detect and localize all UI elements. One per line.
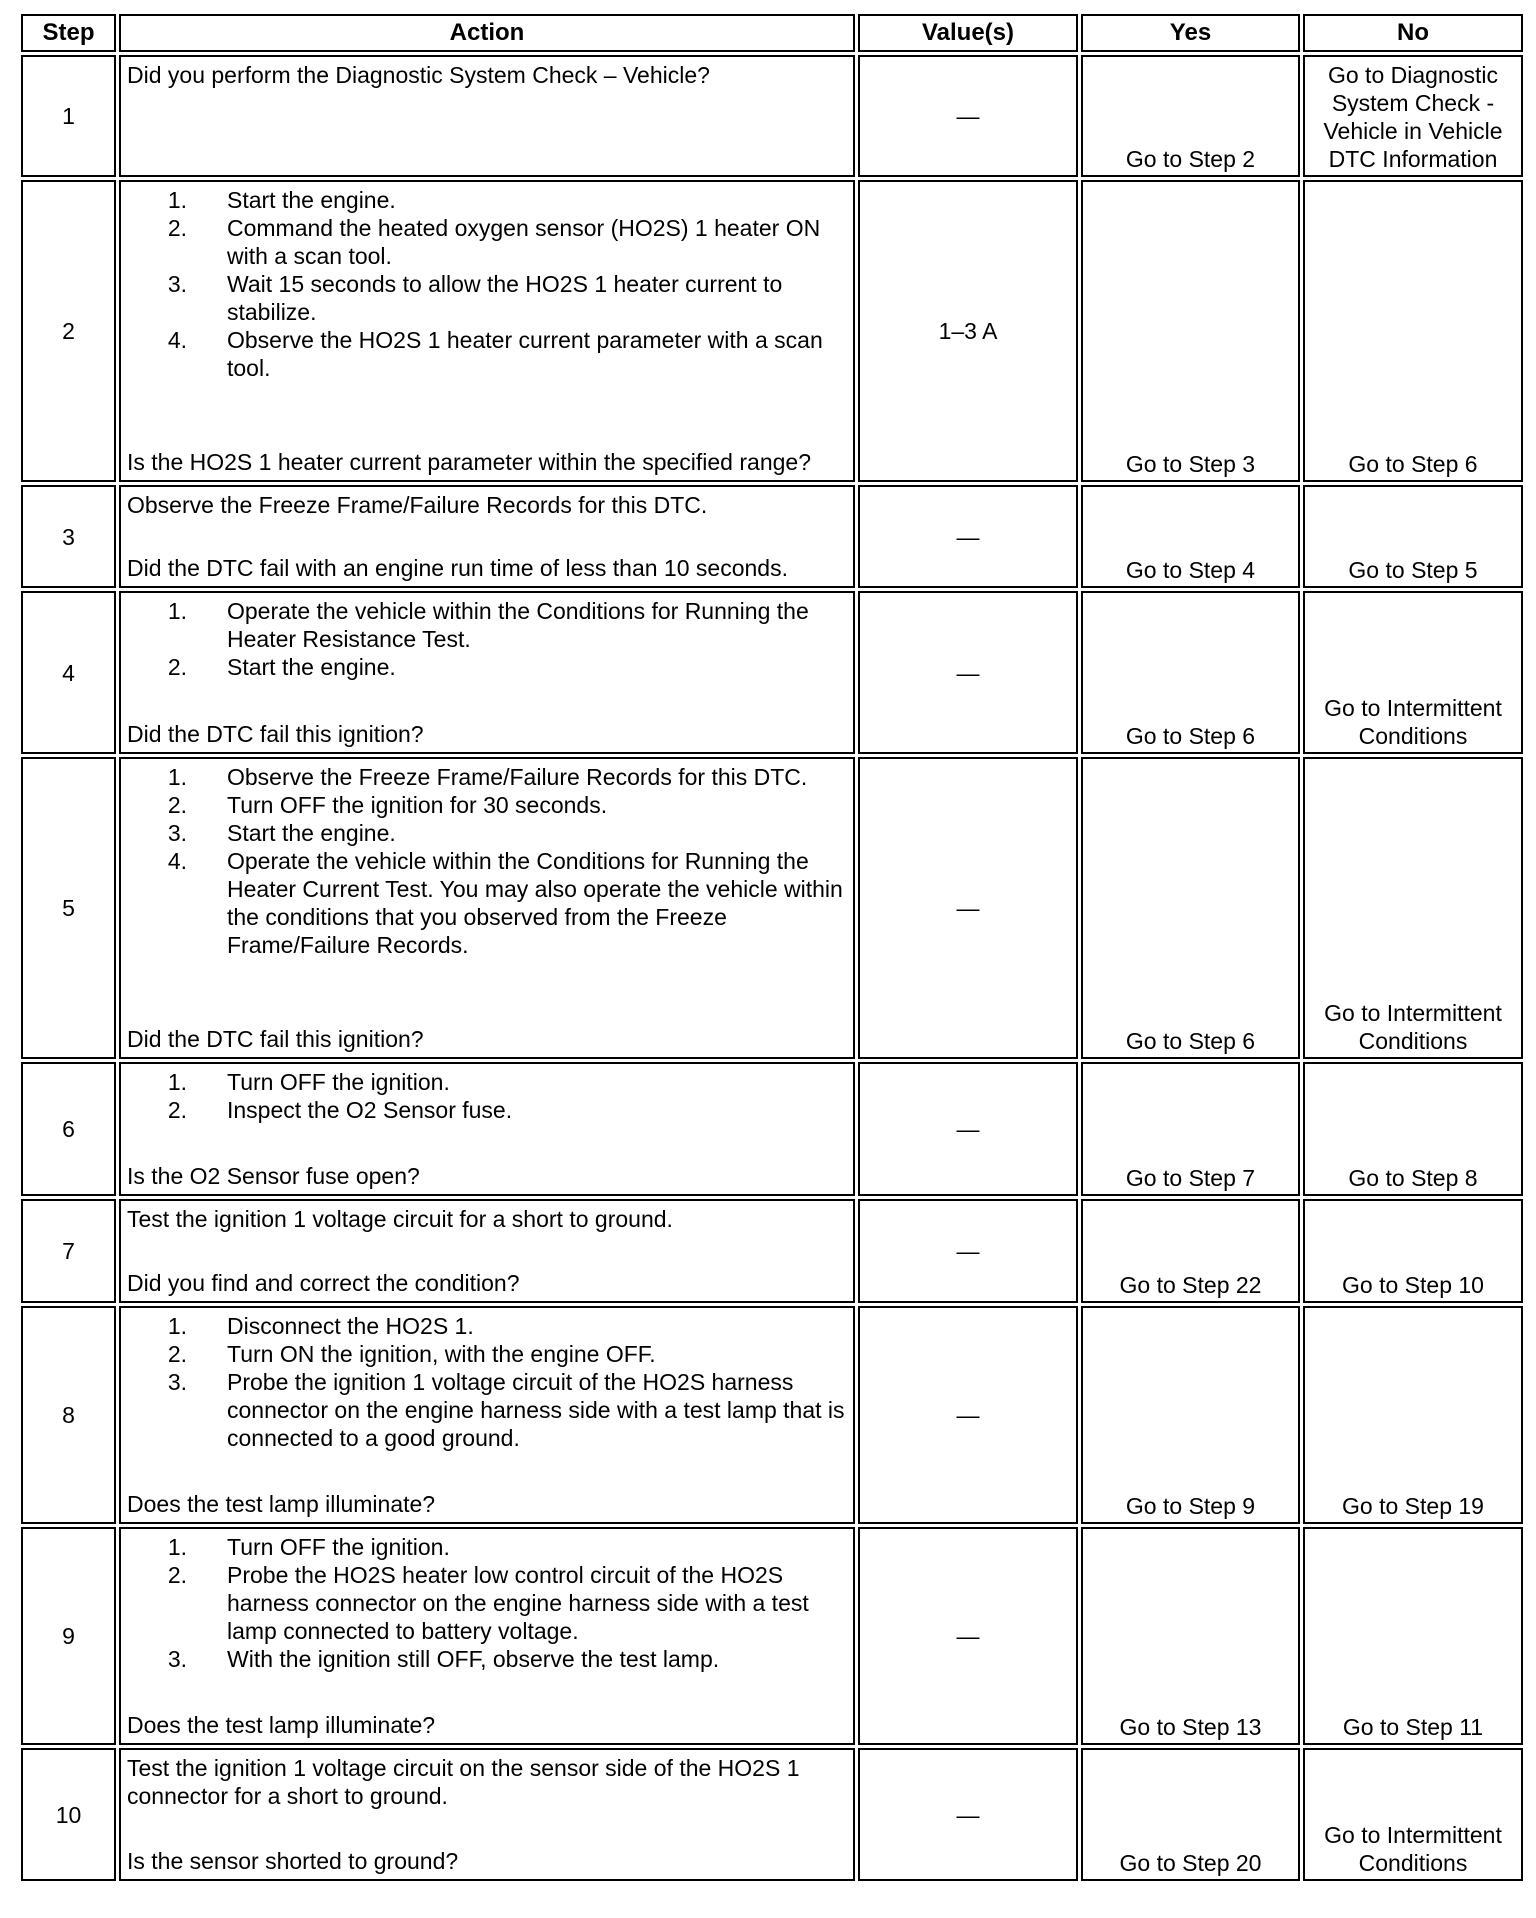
- action-question: Is the O2 Sensor fuse open?: [127, 1163, 420, 1189]
- yes-result: Go to Step 20: [1081, 1748, 1300, 1881]
- action-instructions: [127, 1068, 847, 1124]
- header-yes: Yes: [1081, 14, 1300, 52]
- no-result: Go to Intermittent Conditions: [1303, 757, 1523, 1059]
- list-item-number: 3.: [167, 820, 187, 846]
- table-row: [21, 55, 1523, 177]
- value-cell: —: [858, 757, 1078, 1059]
- list-item-text: Probe the HO2S heater low control circuit of the HO2S harness connector on the engine harness side with a test lamp connected to battery voltage.: [227, 1562, 809, 1644]
- action-question: Did you find and correct the condition?: [127, 1270, 520, 1296]
- action-question: Did the DTC fail this ignition?: [127, 721, 424, 747]
- list-item: [127, 597, 847, 653]
- table-row: [21, 757, 1523, 1059]
- action-cell: [119, 55, 855, 177]
- table-row: [21, 1199, 1523, 1303]
- no-result: Go to Step 6: [1303, 180, 1523, 482]
- action-cell: [119, 1527, 855, 1745]
- value-cell: —: [858, 1527, 1078, 1745]
- yes-result: Go to Step 9: [1081, 1306, 1300, 1524]
- no-result: Go to Intermittent Conditions: [1303, 1748, 1523, 1881]
- list-item: [127, 186, 847, 214]
- list-item: [127, 653, 847, 681]
- list-item-text: With the ignition still OFF, observe the test lamp.: [227, 1646, 720, 1672]
- table-row: [21, 1062, 1523, 1196]
- action-content: [127, 186, 847, 476]
- list-item-text: Turn OFF the ignition.: [227, 1534, 450, 1560]
- no-result: Go to Step 10: [1303, 1199, 1523, 1303]
- action-intro: Test the ignition 1 voltage circuit for a short to ground.: [127, 1206, 673, 1232]
- action-instructions: [127, 763, 847, 959]
- list-item-text: Probe the ignition 1 voltage circuit of the HO2S harness connector on the engine harness side with a test lamp that is connected to a good ground.: [227, 1369, 845, 1451]
- yes-result: Go to Step 13: [1081, 1527, 1300, 1745]
- action-cell: [119, 1199, 855, 1303]
- step-number: 5: [21, 757, 116, 1059]
- list-item-text: Observe the HO2S 1 heater current parameter with a scan tool.: [227, 327, 823, 381]
- list-item-number: 2.: [167, 792, 187, 818]
- list-item-text: Inspect the O2 Sensor fuse.: [227, 1097, 513, 1123]
- yes-result: Go to Step 3: [1081, 180, 1300, 482]
- action-instructions: [127, 186, 847, 382]
- table-row: [21, 591, 1523, 754]
- list-item-number: 1.: [167, 1069, 187, 1095]
- list-item-number: 4.: [167, 327, 187, 353]
- list-item: [127, 214, 847, 270]
- no-result: Go to Intermittent Conditions: [1303, 591, 1523, 754]
- value-cell: —: [858, 1306, 1078, 1524]
- list-item-text: Operate the vehicle within the Conditions for Running the Heater Resistance Test.: [227, 598, 809, 652]
- action-intro: Did you perform the Diagnostic System Check – Vehicle?: [127, 62, 710, 88]
- value-cell: —: [858, 591, 1078, 754]
- action-steps-list: [127, 1312, 847, 1452]
- list-item-number: 1.: [167, 187, 187, 213]
- list-item-text: Turn OFF the ignition.: [227, 1069, 450, 1095]
- table-row: [21, 1748, 1523, 1881]
- table-row: [21, 485, 1523, 588]
- list-item: [127, 326, 847, 382]
- action-steps-list: [127, 763, 847, 959]
- list-item: [127, 763, 847, 791]
- action-instructions: [127, 597, 847, 681]
- action-cell: [119, 757, 855, 1059]
- list-item-text: Turn ON the ignition, with the engine OFF.: [227, 1341, 656, 1367]
- action-intro: Test the ignition 1 voltage circuit on the sensor side of the HO2S 1 connector for a short to ground.: [127, 1755, 800, 1809]
- list-item-text: Disconnect the HO2S 1.: [227, 1313, 474, 1339]
- list-item-number: 1.: [167, 764, 187, 790]
- action-cell: [119, 1748, 855, 1881]
- list-item-number: 3.: [167, 1646, 187, 1672]
- list-item-text: Start the engine.: [227, 187, 396, 213]
- list-item-number: 1.: [167, 1534, 187, 1560]
- list-item-number: 2.: [167, 1562, 187, 1588]
- no-result: Go to Step 8: [1303, 1062, 1523, 1196]
- action-steps-list: [127, 597, 847, 681]
- list-item-number: 3.: [167, 1369, 187, 1395]
- header-row: [21, 14, 1523, 52]
- action-instructions: [127, 1205, 847, 1233]
- action-question: Did the DTC fail this ignition?: [127, 1026, 424, 1052]
- step-number: 10: [21, 1748, 116, 1881]
- action-intro: Observe the Freeze Frame/Failure Records for this DTC.: [127, 492, 708, 518]
- list-item-text: Start the engine.: [227, 820, 396, 846]
- step-number: 9: [21, 1527, 116, 1745]
- list-item-number: 2.: [167, 215, 187, 241]
- header-step: Step: [21, 14, 116, 52]
- no-result: Go to Diagnostic System Check - Vehicle in Vehicle DTC Information: [1303, 55, 1523, 177]
- action-cell: [119, 1062, 855, 1196]
- list-item-text: Operate the vehicle within the Conditions for Running the Heater Current Test. You may also operate the vehicle within the conditions that you observed from the Freeze Frame/Failure Records.: [227, 848, 843, 958]
- header-values: Value(s): [858, 14, 1078, 52]
- step-number: 6: [21, 1062, 116, 1196]
- list-item: [127, 1096, 847, 1124]
- list-item: [127, 1340, 847, 1368]
- action-question: Is the HO2S 1 heater current parameter within the specified range?: [127, 449, 811, 475]
- yes-result: Go to Step 4: [1081, 485, 1300, 588]
- list-item: [127, 270, 847, 326]
- yes-result: Go to Step 6: [1081, 757, 1300, 1059]
- table-row: [21, 1527, 1523, 1745]
- value-cell: 1–3 A: [858, 180, 1078, 482]
- list-item: [127, 791, 847, 819]
- list-item: [127, 1368, 847, 1452]
- value-cell: —: [858, 1748, 1078, 1881]
- list-item: [127, 1533, 847, 1561]
- action-steps-list: [127, 1068, 847, 1124]
- action-cell: [119, 591, 855, 754]
- step-number: 3: [21, 485, 116, 588]
- header-action: Action: [119, 14, 855, 52]
- list-item: [127, 1645, 847, 1673]
- no-result: Go to Step 19: [1303, 1306, 1523, 1524]
- list-item-text: Wait 15 seconds to allow the HO2S 1 heater current to stabilize.: [227, 271, 783, 325]
- value-cell: —: [858, 1199, 1078, 1303]
- action-question: Does the test lamp illuminate?: [127, 1712, 436, 1738]
- header-no: No: [1303, 14, 1523, 52]
- step-number: 8: [21, 1306, 116, 1524]
- yes-result: Go to Step 22: [1081, 1199, 1300, 1303]
- action-steps-list: [127, 186, 847, 382]
- list-item: [127, 1068, 847, 1096]
- list-item: [127, 1561, 847, 1645]
- value-cell: —: [858, 1062, 1078, 1196]
- list-item-number: 1.: [167, 598, 187, 624]
- list-item-text: Start the engine.: [227, 654, 396, 680]
- list-item: [127, 819, 847, 847]
- action-content: [127, 1312, 847, 1518]
- diagnostic-table: [18, 11, 1526, 1884]
- list-item-number: 2.: [167, 654, 187, 680]
- action-content: [127, 597, 847, 748]
- step-number: 1: [21, 55, 116, 177]
- step-number: 4: [21, 591, 116, 754]
- list-item-number: 4.: [167, 848, 187, 874]
- value-cell: —: [858, 485, 1078, 588]
- action-instructions: [127, 61, 847, 89]
- action-content: [127, 1533, 847, 1739]
- action-question: Is the sensor shorted to ground?: [127, 1848, 459, 1874]
- action-content: [127, 1205, 847, 1297]
- list-item: [127, 847, 847, 959]
- action-question: Does the test lamp illuminate?: [127, 1491, 436, 1517]
- action-content: [127, 763, 847, 1053]
- action-content: [127, 61, 847, 171]
- list-item-number: 2.: [167, 1341, 187, 1367]
- step-number: 7: [21, 1199, 116, 1303]
- value-cell: —: [858, 55, 1078, 177]
- action-content: [127, 1754, 847, 1875]
- list-item-text: Observe the Freeze Frame/Failure Records for this DTC.: [227, 764, 808, 790]
- action-instructions: [127, 1312, 847, 1452]
- list-item-number: 3.: [167, 271, 187, 297]
- action-question: Did the DTC fail with an engine run time of less than 10 seconds.: [127, 555, 788, 581]
- action-instructions: [127, 1533, 847, 1673]
- action-cell: [119, 180, 855, 482]
- list-item-number: 2.: [167, 1097, 187, 1123]
- action-instructions: [127, 1754, 847, 1810]
- yes-result: Go to Step 7: [1081, 1062, 1300, 1196]
- list-item-text: Turn OFF the ignition for 30 seconds.: [227, 792, 608, 818]
- action-content: [127, 1068, 847, 1190]
- no-result: Go to Step 5: [1303, 485, 1523, 588]
- yes-result: Go to Step 2: [1081, 55, 1300, 177]
- table-row: [21, 1306, 1523, 1524]
- list-item-number: 1.: [167, 1313, 187, 1339]
- action-cell: [119, 1306, 855, 1524]
- table-row: [21, 180, 1523, 482]
- action-cell: [119, 485, 855, 588]
- yes-result: Go to Step 6: [1081, 591, 1300, 754]
- no-result: Go to Step 11: [1303, 1527, 1523, 1745]
- action-content: [127, 491, 847, 582]
- list-item-text: Command the heated oxygen sensor (HO2S) 1 heater ON with a scan tool.: [227, 215, 821, 269]
- action-instructions: [127, 491, 847, 519]
- list-item: [127, 1312, 847, 1340]
- step-number: 2: [21, 180, 116, 482]
- action-steps-list: [127, 1533, 847, 1673]
